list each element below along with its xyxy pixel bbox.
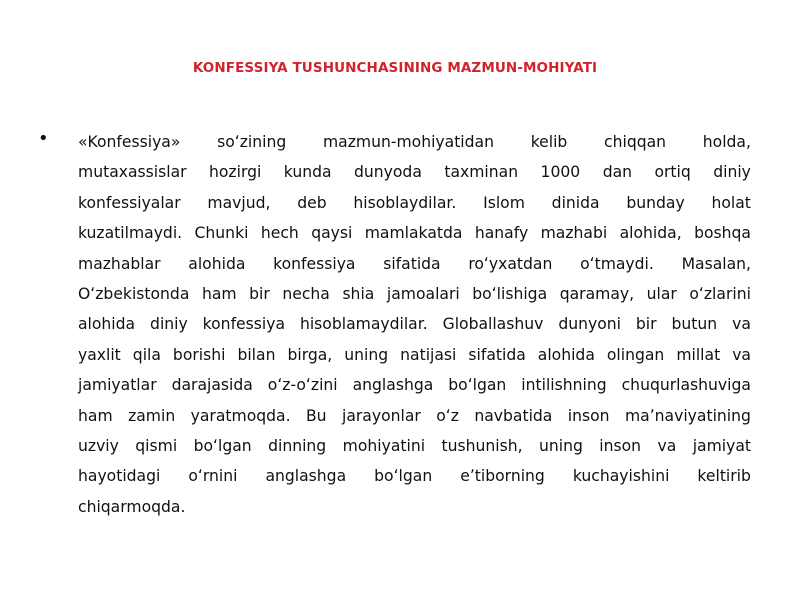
paragraph-line (78, 492, 751, 522)
word: 1000 (540, 163, 581, 182)
word: butun (671, 315, 718, 334)
word: qaramay, (559, 285, 635, 304)
word: mamlakatda (364, 224, 463, 243)
word: uning (538, 437, 583, 456)
word: birga, (287, 345, 333, 364)
word: dunyoda (354, 163, 422, 182)
word: zamin (128, 406, 176, 425)
word: diniy (713, 163, 751, 182)
word: jarayonlar (341, 406, 421, 425)
word: jamoalari (386, 285, 460, 304)
word: sifatida (383, 254, 441, 273)
paragraph-line (78, 157, 751, 187)
word: ham (201, 285, 237, 304)
word: Islom (483, 193, 525, 212)
word: inson (599, 437, 642, 456)
word: kuzatilmaydi. (78, 224, 183, 243)
word: shia (342, 285, 375, 304)
word: alohida (537, 345, 595, 364)
word: roʻyxatdan (468, 254, 553, 273)
word: tushunish, (441, 437, 523, 456)
word: yaxlit (78, 345, 121, 364)
word: oʻzlarini (689, 285, 751, 304)
word: bilan (237, 345, 276, 364)
word: Masalan, (681, 254, 751, 273)
word: boʻlgan (193, 437, 252, 456)
word: millat (676, 345, 721, 364)
word: boshqa (694, 224, 751, 243)
word: ular (646, 285, 677, 304)
word: anglashga (352, 376, 434, 395)
word: chuqurlashuviga (621, 376, 751, 395)
word: dan (602, 163, 633, 182)
word: Oʻzbekistonda (78, 285, 190, 304)
paragraph-line (78, 401, 751, 431)
word: boʻlgan (374, 467, 433, 486)
word: kunda (283, 163, 332, 182)
paragraph-line (78, 340, 751, 370)
word: maʼnaviyatining (624, 406, 751, 425)
word: oʻtmaydi. (580, 254, 654, 273)
word: hisoblaydilar. (353, 193, 457, 212)
word: uning (344, 345, 389, 364)
word: kelib (530, 133, 568, 151)
word: mohiyatini (342, 437, 426, 456)
word: eʼtiborning (460, 467, 545, 486)
paragraph-line (78, 461, 751, 491)
word: dinning (268, 437, 327, 456)
word: qila (132, 345, 161, 364)
word: ortiq (654, 163, 691, 182)
paragraph-line (78, 218, 751, 248)
word: mazmun-mohiyatidan (322, 133, 494, 151)
word: hech (260, 224, 299, 243)
word: konfessiya (273, 254, 356, 273)
word: va (657, 437, 677, 456)
word: «Konfessiya» (78, 133, 181, 151)
paragraph-line (78, 279, 751, 309)
word: anglashga (265, 467, 347, 486)
word: mazhablar (78, 254, 161, 273)
word: alohida (78, 315, 136, 334)
word: jamiyatlar (78, 376, 157, 395)
body-paragraph (78, 127, 751, 522)
word: Globallashuv (442, 315, 544, 334)
word: chiqqan (604, 133, 667, 151)
word: bunday (626, 193, 685, 212)
word: sifatida (468, 345, 526, 364)
word: holat (711, 193, 751, 212)
word: boʻlishiga (472, 285, 548, 304)
word: oʻz (436, 406, 459, 425)
paragraph-line (78, 188, 751, 218)
word: soʻzining (217, 133, 287, 151)
word: mutaxassislar (78, 163, 187, 182)
word: borishi (172, 345, 226, 364)
word: deb (297, 193, 327, 212)
word: ham (78, 406, 113, 425)
word: jamiyat (692, 437, 751, 456)
word: mavjud, (207, 193, 271, 212)
word: bir (635, 315, 657, 334)
word: natijasi (400, 345, 457, 364)
word: hisoblamaydilar. (299, 315, 428, 334)
word: yaratmoqda. (190, 406, 291, 425)
word: navbatida (474, 406, 553, 425)
word: holda, (702, 133, 751, 151)
word: bir (249, 285, 270, 304)
word: darajasida (171, 376, 253, 395)
word: Bu (305, 406, 327, 425)
paragraph-line (78, 127, 751, 157)
paragraph-line (78, 249, 751, 279)
paragraph-line (78, 431, 751, 461)
word: va (732, 345, 751, 364)
word: olingan (606, 345, 665, 364)
word: Chunki (194, 224, 249, 243)
paragraph-line (78, 309, 751, 339)
word: kuchayishini (572, 467, 670, 486)
word: alohida (188, 254, 246, 273)
word: dinida (551, 193, 600, 212)
bullet-marker: • (38, 128, 49, 149)
word: inson (567, 406, 610, 425)
word: qaysi (311, 224, 353, 243)
word: necha (282, 285, 330, 304)
word: diniy (150, 315, 188, 334)
word: oʻrnini (188, 467, 238, 486)
paragraph-line (78, 370, 751, 400)
word: intilishning (521, 376, 607, 395)
word: hanafy (474, 224, 529, 243)
word: taxminan (444, 163, 519, 182)
word: hozirgi (209, 163, 262, 182)
word: keltirib (697, 467, 751, 486)
word: oʻz-oʻzini (267, 376, 338, 395)
word: alohida, (619, 224, 682, 243)
word: mazhabi (540, 224, 608, 243)
word: qismi (135, 437, 178, 456)
word: boʻlgan (448, 376, 507, 395)
word: va (732, 315, 751, 334)
word: dunyoni (558, 315, 621, 334)
word: konfessiya (202, 315, 286, 334)
word: hayotidagi (78, 467, 161, 486)
slide-title: KONFESSIYA TUSHUNCHASINING MAZMUN-MOHIYATI (192, 60, 598, 76)
word: konfessiyalar (78, 193, 181, 212)
word: chiqarmoqda. (78, 497, 186, 516)
word: uzviy (78, 437, 119, 456)
